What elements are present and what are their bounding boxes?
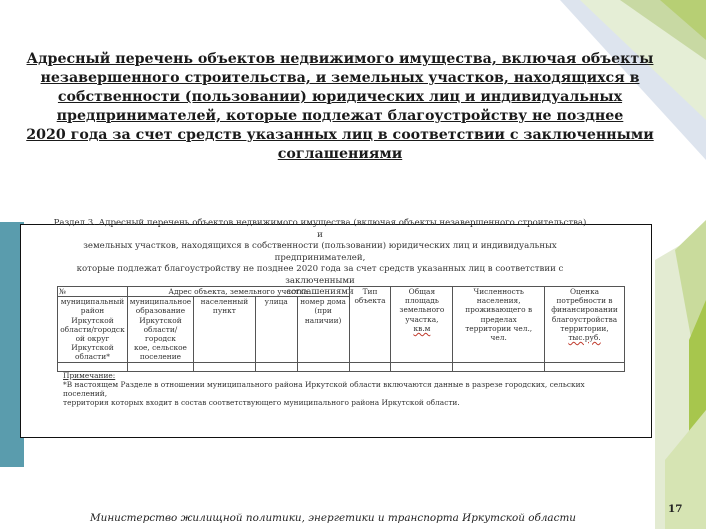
section-title-line: соглашениями: [286, 287, 354, 297]
header-cell-num: №: [58, 287, 128, 297]
header-cell-address-group: Адрес объекта, земельного участка: [127, 287, 349, 297]
subheader-municipality: муниципальное образование Иркутской области/городск кое, сельское поселение: [127, 297, 193, 362]
heading-line: незавершенного строительства, и земельных участков, находящихся в: [40, 70, 640, 86]
address-table: [57, 286, 625, 372]
table-cell: [58, 362, 128, 371]
note-line: *В настоящем Разделе в отношении муниципального района Иркутской области включаются данные в разрезе городских, сельских поселений,: [63, 380, 585, 398]
heading-line: Адресный перечень объектов недвижимого имущества, включая объекты: [26, 51, 654, 67]
heading-line: собственности (пользовании) юридических лиц и индивидуальных: [57, 89, 623, 105]
table-cell: [193, 362, 255, 371]
page-number: 17: [668, 503, 683, 515]
subheader-municipal-district: муниципальный район Иркутской области/городск ой округ Иркутской области*: [58, 297, 128, 362]
heading-line: предпринимателей, которые подлежат благоустройству не позднее: [56, 108, 624, 124]
header-cell-population: Численность населения, проживающего в пределах территории чел., чел.: [453, 287, 545, 363]
slide-heading: [20, 50, 660, 164]
note-title: Примечание:: [63, 371, 116, 380]
section-title-line: Раздел 3. Адресный перечень объектов недвижимого имущества (включая объекты незавершенного строительства) и: [53, 218, 587, 240]
footer-ministry: Министерство жилищной политики, энергетики и транспорта Иркутской области: [90, 512, 576, 524]
header-cell-estimate: Оценка потребности в финансировании благоустройства территории, тыс.руб.: [545, 287, 625, 363]
table-cell: [127, 362, 193, 371]
table-cell: [453, 362, 545, 371]
subheader-settlement: населенный пункт: [193, 297, 255, 362]
table-note: [63, 371, 623, 407]
subheader-house: номер дома (при наличии): [297, 297, 349, 362]
table-cell: [255, 362, 297, 371]
note-line: территория которых входит в состав соответствующего муниципального района Иркутской области.: [63, 398, 460, 407]
heading-line: 2020 года за счет средств указанных лиц в соответствии с заключенными: [26, 127, 654, 143]
decorative-right-shapes: [655, 220, 706, 529]
header-cell-area: Общая площадь земельного участка, кв.м: [391, 287, 453, 363]
header-cell-object-type: Тип объекта: [349, 287, 391, 363]
section-title-line: земельных участков, находящихся в собственности (пользовании) юридических лиц и индивидуальных предпринимателей,: [83, 241, 557, 263]
table-cell: [545, 362, 625, 371]
subheader-street: улица: [255, 297, 297, 362]
table-cell: [391, 362, 453, 371]
section-title-line: которые подлежат благоустройству не позднее 2020 года за счет средств указанных лиц в соответствии с заключенными: [76, 264, 564, 286]
heading-line: соглашениями: [277, 146, 403, 162]
table-cell: [297, 362, 349, 371]
table-empty-row: [58, 362, 625, 371]
table-cell: [349, 362, 391, 371]
table-header-row: [58, 287, 625, 297]
